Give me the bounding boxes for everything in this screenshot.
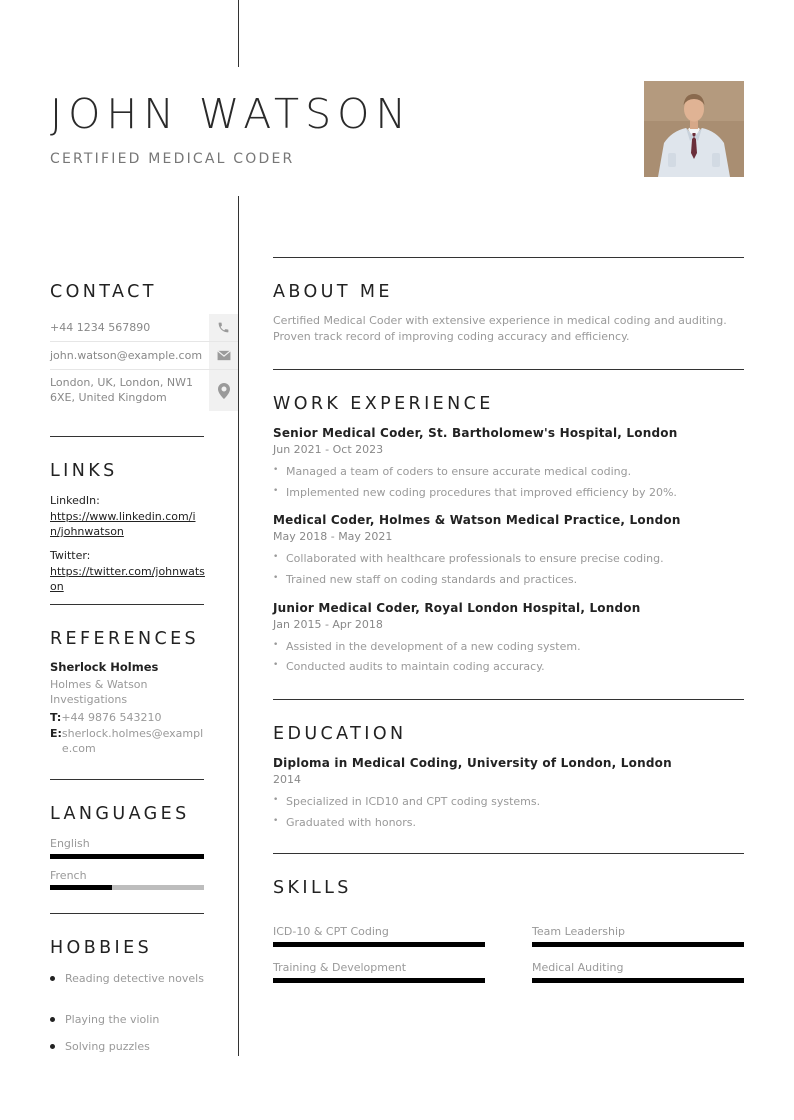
contact-address: London, UK, London, NW1 6XE, United Kingdom	[50, 376, 193, 404]
divider	[50, 436, 204, 437]
skill-level-bar	[532, 942, 744, 947]
profile-photo-image	[644, 81, 744, 177]
language-level-bar	[50, 854, 204, 859]
education-year: 2014	[273, 773, 301, 786]
education-bullet: • Graduated with honors.	[273, 816, 743, 829]
bullet-icon	[50, 976, 55, 981]
hobby-text: Reading detective novels	[65, 972, 204, 985]
skill-item	[273, 925, 485, 947]
work-bullet: • Collaborated with healthcare professionals to ensure precise coding.	[273, 552, 743, 565]
work-entry	[273, 513, 743, 586]
contact-heading: CONTACT	[50, 282, 157, 302]
skill-level-fill	[273, 978, 485, 983]
hobby-item	[50, 1039, 206, 1054]
work-dates: Jan 2015 - Apr 2018	[273, 618, 383, 631]
link-label-twitter: Twitter:	[50, 549, 91, 562]
contact-email-row	[50, 342, 238, 370]
candidate-title: CERTIFIED MEDICAL CODER	[50, 151, 295, 167]
divider	[50, 779, 204, 780]
skill-item	[273, 961, 485, 983]
language-level-fill	[50, 885, 112, 890]
skill-level-fill	[532, 942, 744, 947]
divider	[273, 699, 744, 700]
reference-phone-row	[50, 710, 206, 725]
divider	[50, 604, 204, 605]
skill-name: Team Leadership	[532, 925, 626, 938]
skill-name: Training & Development	[273, 961, 407, 974]
language-name: French	[50, 869, 87, 882]
skill-item	[532, 925, 744, 947]
contact-address-row	[50, 370, 238, 411]
about-text: Certified Medical Coder with extensive experience in medical coding and auditing. Proven track record of improving coding accuracy and efficiency.	[273, 314, 727, 343]
language-level-fill	[50, 854, 204, 859]
work-entry	[273, 426, 743, 499]
skill-level-fill	[532, 978, 744, 983]
language-level-bar	[50, 885, 204, 890]
candidate-name: JOHN WATSON	[50, 90, 413, 138]
link-twitter[interactable]: https://twitter.com/johnwatson	[50, 565, 205, 593]
reference-email-row	[50, 726, 206, 756]
skills-heading: SKILLS	[273, 878, 352, 898]
skill-level-bar	[532, 978, 744, 983]
divider	[50, 913, 204, 914]
work-bullet: • Implemented new coding procedures that improved efficiency by 20%.	[273, 486, 743, 499]
work-heading: WORK EXPERIENCE	[273, 394, 494, 414]
reference-phone[interactable]: +44 9876 543210	[61, 711, 162, 724]
link-label-linkedin: LinkedIn:	[50, 494, 100, 507]
reference-phone-label: T:	[50, 711, 62, 724]
contact-phone-row	[50, 314, 238, 342]
envelope-icon	[209, 342, 238, 369]
skill-level-bar	[273, 942, 485, 947]
education-bullet: • Specialized in ICD10 and CPT coding systems.	[273, 795, 743, 808]
links-heading: LINKS	[50, 461, 118, 481]
skill-item	[532, 961, 744, 983]
education-entry	[273, 756, 743, 829]
work-bullet: • Trained new staff on coding standards and practices.	[273, 573, 743, 586]
phone-icon	[209, 314, 238, 341]
language-name: English	[50, 837, 90, 850]
bullet-icon	[50, 1044, 55, 1049]
work-title: Medical Coder, Holmes & Watson Medical Practice, London	[273, 513, 681, 527]
skill-level-bar	[273, 978, 485, 983]
work-bullet: • Managed a team of coders to ensure accurate medical coding.	[273, 465, 743, 478]
link-linkedin[interactable]: https://www.linkedin.com/in/johnwatson	[50, 510, 196, 538]
top-divider-line	[238, 0, 239, 67]
reference-organization: Holmes & Watson Investigations	[50, 678, 148, 706]
education-title: Diploma in Medical Coding, University of London, London	[273, 756, 672, 770]
references-heading: REFERENCES	[50, 629, 200, 649]
column-divider-line	[238, 196, 239, 1056]
hobby-item	[50, 1012, 206, 1027]
work-title: Junior Medical Coder, Royal London Hospital, London	[273, 601, 641, 615]
profile-photo	[644, 81, 744, 177]
reference-email-label: E:	[50, 727, 62, 740]
divider	[273, 257, 744, 258]
education-heading: EDUCATION	[273, 724, 407, 744]
about-heading: ABOUT ME	[273, 282, 393, 302]
divider	[273, 853, 744, 854]
reference-email[interactable]: sherlock.holmes@example.com	[61, 727, 204, 755]
reference-name: Sherlock Holmes	[50, 660, 159, 674]
hobby-item	[50, 971, 206, 986]
hobby-text: Playing the violin	[65, 1013, 160, 1026]
contact-phone[interactable]: +44 1234 567890	[50, 321, 151, 334]
skill-name: ICD-10 & CPT Coding	[273, 925, 389, 938]
work-dates: Jun 2021 - Oct 2023	[273, 443, 384, 456]
bullet-icon	[50, 1017, 55, 1022]
contact-email[interactable]: john.watson@example.com	[50, 349, 203, 362]
map-pin-icon	[209, 370, 238, 411]
work-bullet: • Assisted in the development of a new coding system.	[273, 640, 743, 653]
work-entry	[273, 601, 743, 673]
skill-name: Medical Auditing	[532, 961, 624, 974]
work-title: Senior Medical Coder, St. Bartholomew's Hospital, London	[273, 426, 678, 440]
languages-heading: LANGUAGES	[50, 804, 190, 824]
divider	[273, 369, 744, 370]
hobby-text: Solving puzzles	[65, 1040, 150, 1053]
work-dates: May 2018 - May 2021	[273, 530, 393, 543]
skill-level-fill	[273, 942, 485, 947]
hobbies-heading: HOBBIES	[50, 938, 153, 958]
work-bullet: • Conducted audits to maintain coding accuracy.	[273, 660, 743, 673]
